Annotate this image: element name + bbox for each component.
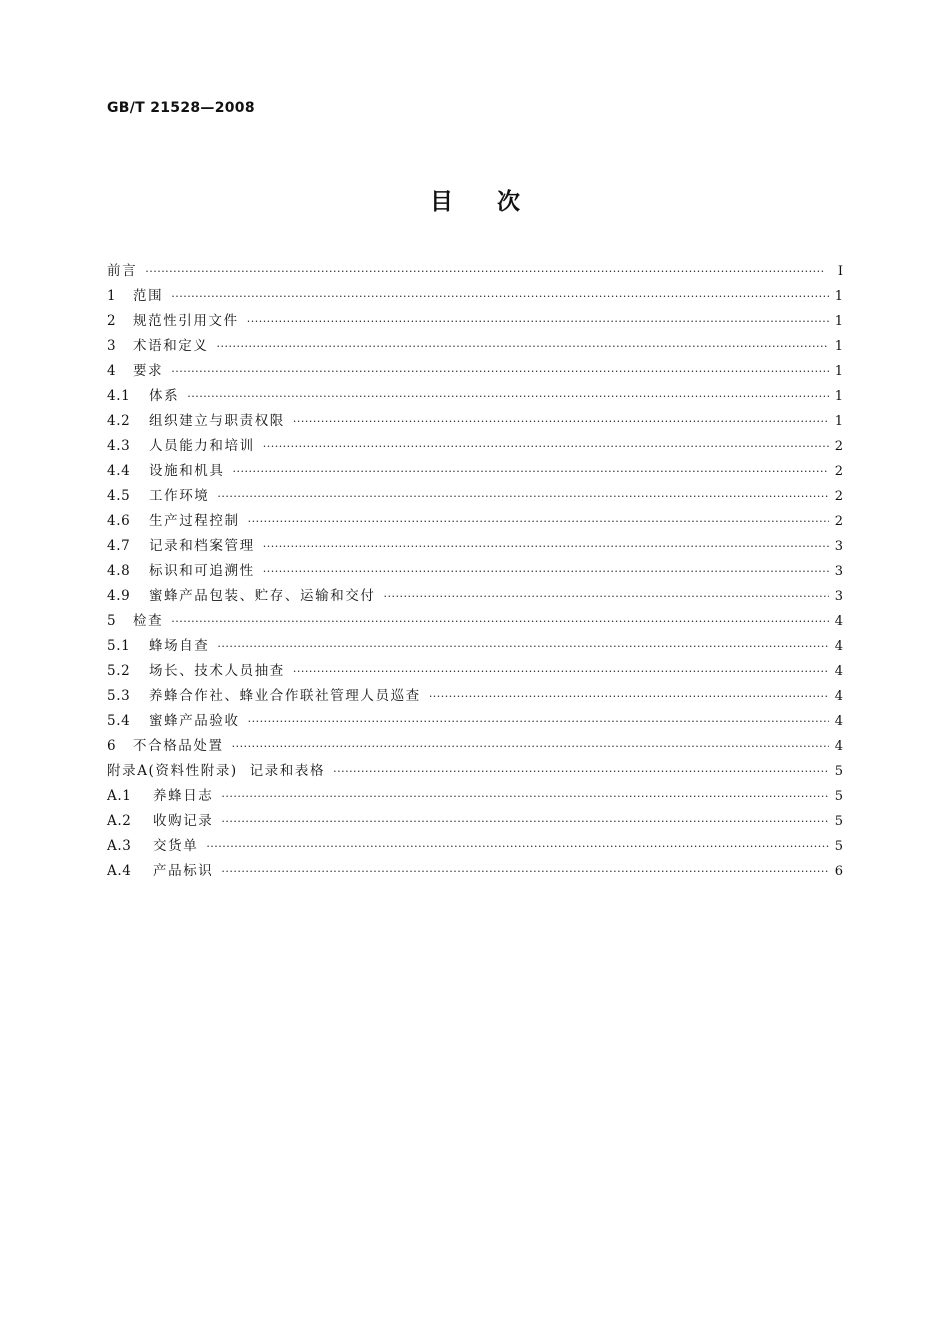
toc-entry[interactable] bbox=[107, 584, 843, 609]
toc-entry-page: 2 bbox=[834, 514, 843, 529]
toc-entry-label: 蜂场自查 bbox=[149, 638, 210, 654]
toc-entry-label: 组织建立与职责权限 bbox=[149, 413, 285, 429]
toc-entry-page: 1 bbox=[834, 414, 843, 429]
toc-entry-label: 交货单 bbox=[153, 838, 199, 854]
toc-entry-label: 收购记录 bbox=[153, 813, 214, 829]
toc-entry-label: 养蜂合作社、蜂业合作联社管理人员巡查 bbox=[149, 688, 421, 704]
toc-entry-page: 4 bbox=[834, 689, 843, 704]
toc-entry-page: 3 bbox=[834, 539, 843, 554]
toc-leader-dots bbox=[171, 359, 829, 384]
toc-leader-dots bbox=[429, 684, 829, 709]
toc-entry-label: 记录和档案管理 bbox=[149, 538, 255, 554]
toc-entry[interactable] bbox=[107, 609, 843, 634]
toc-entry-label: 设施和机具 bbox=[149, 463, 225, 479]
toc-entry-number: A.2 bbox=[107, 813, 132, 829]
toc-leader-dots bbox=[206, 834, 828, 859]
toc-entry-number: 1 bbox=[107, 288, 117, 304]
toc-entry-label: 蜜蜂产品验收 bbox=[149, 713, 240, 729]
toc-entry-label: 生产过程控制 bbox=[149, 513, 240, 529]
toc-entry-label: 要求 bbox=[133, 363, 164, 379]
toc-entry[interactable] bbox=[107, 859, 843, 884]
toc-entry-number: 4.8 bbox=[107, 563, 131, 579]
toc-entry-page: 3 bbox=[834, 564, 843, 579]
toc-entry[interactable] bbox=[107, 484, 843, 509]
toc-entry[interactable] bbox=[107, 759, 843, 784]
toc-entry[interactable] bbox=[107, 709, 843, 734]
page-title: 目次 bbox=[430, 189, 564, 215]
toc-entry-number: 5.4 bbox=[107, 713, 131, 729]
toc-entry-label: 标识和可追溯性 bbox=[149, 563, 255, 579]
toc-entry[interactable] bbox=[107, 784, 843, 809]
document-code: GB/T 21528—2008 bbox=[107, 100, 255, 116]
toc-entry-page: 1 bbox=[834, 314, 843, 329]
toc-entry-number: 4.9 bbox=[107, 588, 131, 604]
table-of-contents bbox=[107, 259, 843, 884]
toc-entry-number: 4.1 bbox=[107, 388, 131, 404]
toc-entry-label: 蜜蜂产品包装、贮存、运输和交付 bbox=[149, 588, 376, 604]
toc-entry-label: 产品标识 bbox=[153, 863, 214, 879]
toc-leader-dots bbox=[248, 509, 829, 534]
toc-entry-number: 4.6 bbox=[107, 513, 131, 529]
toc-leader-dots bbox=[293, 659, 829, 684]
toc-entry-number: 2 bbox=[107, 313, 117, 329]
toc-entry-label: 前言 bbox=[107, 263, 138, 279]
toc-entry-page: 6 bbox=[834, 864, 843, 879]
toc-entry[interactable] bbox=[107, 359, 843, 384]
toc-entry[interactable] bbox=[107, 809, 843, 834]
toc-leader-dots bbox=[247, 309, 829, 334]
toc-entry-label: 范围 bbox=[133, 288, 164, 304]
toc-entry-page: 5 bbox=[834, 764, 843, 779]
toc-leader-dots bbox=[221, 859, 828, 884]
toc-entry-page: 3 bbox=[834, 589, 843, 604]
toc-entry-number: 5.1 bbox=[107, 638, 131, 654]
toc-entry-page: 1 bbox=[834, 364, 843, 379]
toc-entry-number: A.4 bbox=[107, 863, 132, 879]
toc-entry[interactable] bbox=[107, 434, 843, 459]
toc-entry-number: 4 bbox=[107, 363, 117, 379]
toc-entry-page: 4 bbox=[834, 639, 843, 654]
toc-leader-dots bbox=[217, 334, 829, 359]
toc-leader-dots bbox=[221, 784, 828, 809]
toc-entry-page: 1 bbox=[834, 389, 843, 404]
toc-entry-label: 检查 bbox=[133, 613, 164, 629]
toc-entry-page: 1 bbox=[834, 289, 843, 304]
toc-leader-dots bbox=[263, 534, 829, 559]
toc-leader-dots bbox=[187, 384, 829, 409]
toc-leader-dots bbox=[171, 609, 829, 634]
toc-leader-dots bbox=[333, 759, 829, 784]
toc-entry-number: 4.7 bbox=[107, 538, 131, 554]
toc-entry-page: 4 bbox=[834, 714, 843, 729]
toc-entry-label: 附录A(资料性附录) 记录和表格 bbox=[107, 763, 326, 779]
toc-leader-dots bbox=[384, 584, 829, 609]
toc-entry-label: 工作环境 bbox=[149, 488, 210, 504]
toc-entry-page: 2 bbox=[834, 464, 843, 479]
toc-entry[interactable] bbox=[107, 409, 843, 434]
toc-entry-number: A.3 bbox=[107, 838, 132, 854]
toc-leader-dots bbox=[233, 459, 829, 484]
toc-entry-page: 1 bbox=[834, 339, 843, 354]
toc-entry-number: A.1 bbox=[107, 788, 132, 804]
toc-entry-number: 5.2 bbox=[107, 663, 131, 679]
toc-entry-number: 4.2 bbox=[107, 413, 131, 429]
toc-leader-dots bbox=[263, 559, 829, 584]
toc-entry-number: 4.3 bbox=[107, 438, 131, 454]
toc-entry-page: 4 bbox=[834, 614, 843, 629]
toc-entry-page: 5 bbox=[834, 814, 843, 829]
toc-entry-label: 场长、技术人员抽查 bbox=[149, 663, 285, 679]
toc-entry-page: 4 bbox=[834, 664, 843, 679]
toc-entry-page: 2 bbox=[834, 439, 843, 454]
toc-entry-page: 5 bbox=[834, 789, 843, 804]
toc-entry-label: 规范性引用文件 bbox=[133, 313, 239, 329]
toc-leader-dots bbox=[248, 709, 829, 734]
toc-entry[interactable] bbox=[107, 834, 843, 859]
toc-entry[interactable] bbox=[107, 534, 843, 559]
toc-entry[interactable] bbox=[107, 684, 843, 709]
toc-entry-number: 4.4 bbox=[107, 463, 131, 479]
toc-entry[interactable] bbox=[107, 734, 843, 759]
toc-entry-page: 2 bbox=[834, 489, 843, 504]
toc-entry[interactable] bbox=[107, 334, 843, 359]
toc-entry-number: 5 bbox=[107, 613, 117, 629]
toc-entry-number: 5.3 bbox=[107, 688, 131, 704]
toc-entry[interactable] bbox=[107, 384, 843, 409]
toc-entry[interactable] bbox=[107, 509, 843, 534]
toc-entry-label: 术语和定义 bbox=[133, 338, 209, 354]
toc-leader-dots bbox=[171, 284, 829, 309]
toc-entry[interactable] bbox=[107, 459, 843, 484]
toc-leader-dots bbox=[217, 484, 828, 509]
toc-entry-label: 养蜂日志 bbox=[153, 788, 214, 804]
toc-entry[interactable] bbox=[107, 634, 843, 659]
toc-entry[interactable] bbox=[107, 284, 843, 309]
toc-leader-dots bbox=[232, 734, 829, 759]
toc-entry-label: 体系 bbox=[149, 388, 180, 404]
toc-entry-page: 4 bbox=[834, 739, 843, 754]
toc-entry[interactable] bbox=[107, 259, 843, 284]
toc-leader-dots bbox=[145, 259, 829, 284]
toc-entry[interactable] bbox=[107, 309, 843, 334]
toc-entry-label: 人员能力和培训 bbox=[149, 438, 255, 454]
toc-entry-label: 不合格品处置 bbox=[133, 738, 224, 754]
toc-entry-number: 4.5 bbox=[107, 488, 131, 504]
toc-entry-page: 5 bbox=[834, 839, 843, 854]
toc-entry-page: Ⅰ bbox=[837, 264, 843, 279]
toc-entry[interactable] bbox=[107, 659, 843, 684]
toc-leader-dots bbox=[217, 634, 828, 659]
toc-entry-number: 6 bbox=[107, 738, 117, 754]
toc-leader-dots bbox=[263, 434, 829, 459]
toc-entry-number: 3 bbox=[107, 338, 117, 354]
toc-entry[interactable] bbox=[107, 559, 843, 584]
toc-leader-dots bbox=[221, 809, 828, 834]
toc-leader-dots bbox=[293, 409, 829, 434]
